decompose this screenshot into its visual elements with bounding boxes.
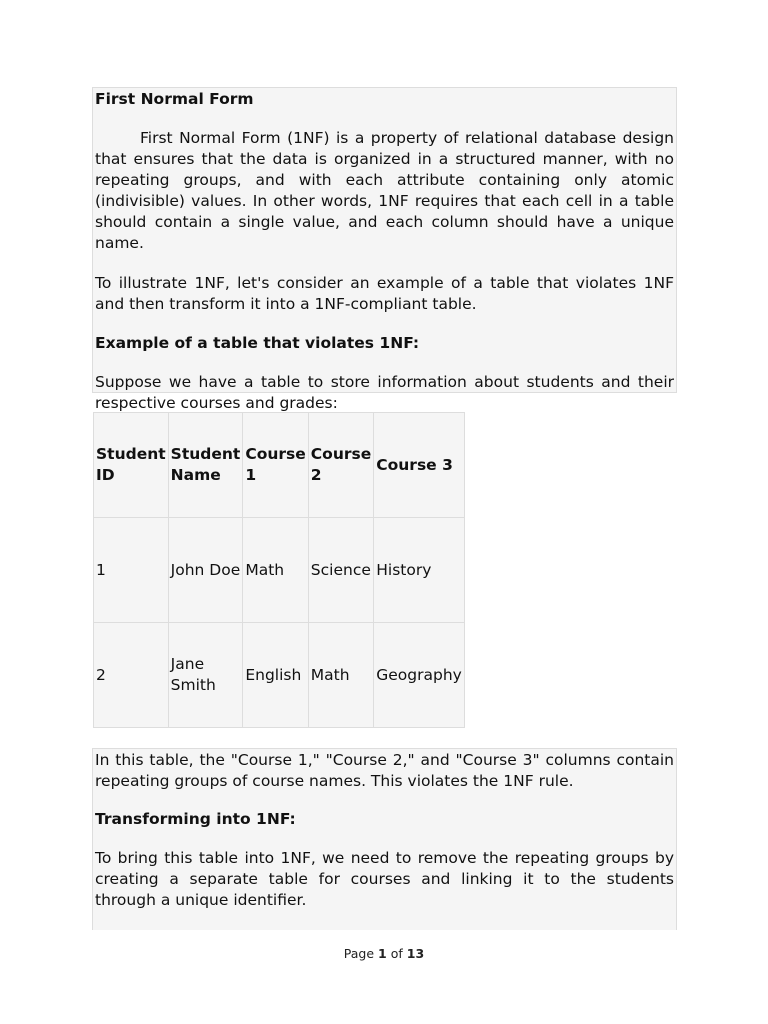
header-cell: Student ID	[94, 413, 169, 518]
table-cell: Science	[308, 518, 373, 623]
table-header-row	[94, 413, 465, 518]
table-cell: History	[374, 518, 465, 623]
page-current: 1	[378, 946, 387, 961]
section-heading: First Normal Form	[95, 90, 254, 108]
table-row	[94, 518, 465, 623]
table-cell: English	[243, 623, 308, 728]
header-cell: Course 3	[374, 413, 465, 518]
explanation-section	[92, 748, 677, 930]
illustrate-paragraph: To illustrate 1NF, let's consider an example of a table that violates 1NF and then transform it into a 1NF-compliant table.	[95, 274, 674, 313]
page-label: Page	[343, 946, 375, 961]
page-footer	[0, 946, 768, 961]
students-courses-table	[93, 412, 465, 728]
header-cell: Course 2	[308, 413, 373, 518]
transform-subheading: Transforming into 1NF:	[95, 810, 296, 828]
intro-section	[92, 87, 677, 412]
table-row	[94, 623, 465, 728]
table-cell: Math	[243, 518, 308, 623]
page-of: of	[390, 946, 403, 961]
example-subheading: Example of a table that violates 1NF:	[95, 334, 420, 352]
header-cell: Student Name	[168, 413, 243, 518]
page-total: 13	[406, 946, 425, 961]
table-cell: Geography	[374, 623, 465, 728]
transform-paragraph: To bring this table into 1NF, we need to remove the repeating groups by creating a separate table for courses and linking it to the students through a unique identifier.	[95, 849, 674, 909]
suppose-paragraph: Suppose we have a table to store information about students and their respective courses and grades:	[95, 373, 674, 412]
header-cell: Course 1	[243, 413, 308, 518]
table-cell: 1	[94, 518, 169, 623]
violation-paragraph: In this table, the "Course 1," "Course 2," and "Course 3" columns contain repeating groups of course names. This violates the 1NF rule.	[95, 751, 674, 790]
intro-paragraph: First Normal Form (1NF) is a property of relational database design that ensures that the data is organized in a structured manner, with no repeating groups, and with each attribute containing only atomic (indivisible) values. In other words, 1NF requires that each cell in a table should contain a single value, and each column should have a unique name.	[95, 129, 674, 252]
table-cell: John Doe	[168, 518, 243, 623]
table-cell: Jane Smith	[168, 623, 243, 728]
table-cell: Math	[308, 623, 373, 728]
table-cell: 2	[94, 623, 169, 728]
